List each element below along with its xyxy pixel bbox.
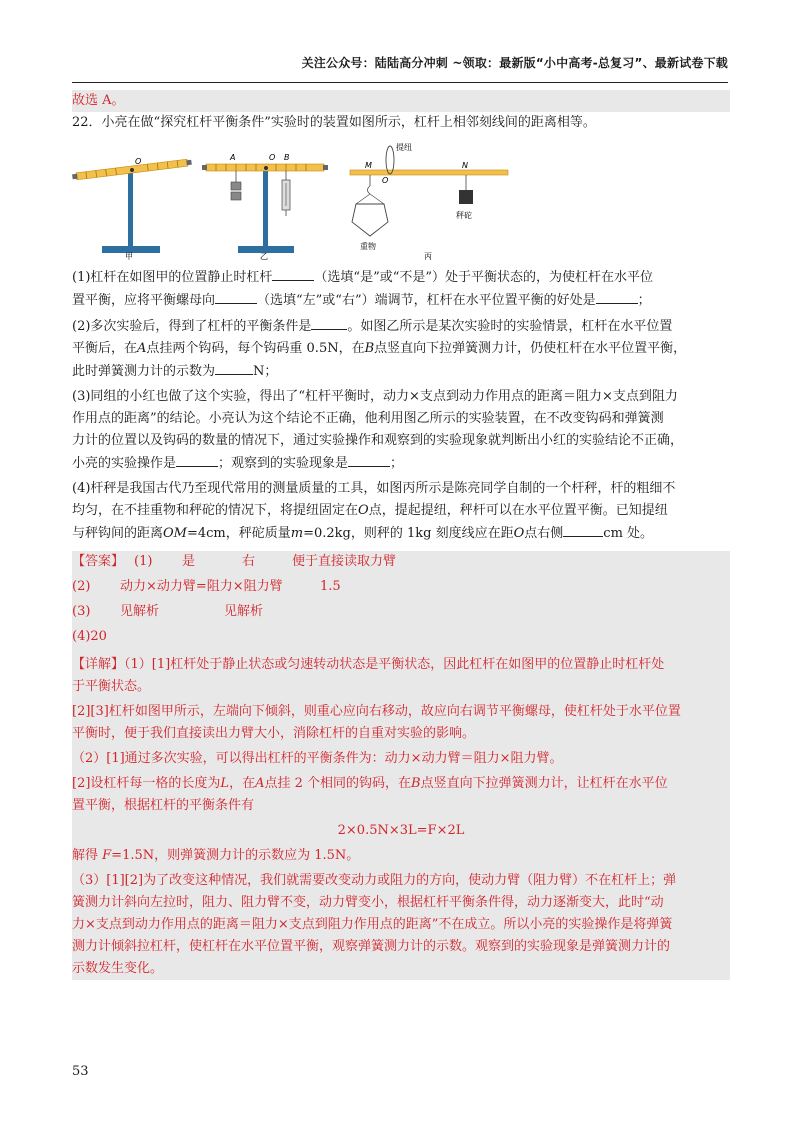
page-number: 53 — [72, 1064, 89, 1079]
detail-1-l1: 【详解】（1）[1]杠杆处于静止状态或匀速转动状态是平衡状态，因此杠杆在如图甲的位置静止时杠杆处 — [72, 657, 665, 672]
question-part-2: (2)多次实验后，得到了杠杆的平衡条件是 。如图乙所示是某次实验时的实验情景，杠杆在水平位置 — [72, 315, 730, 338]
detail-1-l2: 于平衡状态。 — [72, 679, 151, 694]
label-zhongwu: 重物 — [360, 242, 376, 251]
previous-answer: 故选 A。 — [72, 90, 730, 112]
label-bing: 丙 — [424, 252, 432, 260]
question-part-1-cont: 置平衡，应将平衡螺母向 （选填“左”或“右”）端调节，杠杆在水平位置平衡的好处是 ； — [72, 289, 730, 312]
blank-7[interactable] — [348, 452, 390, 467]
page-header: 关注公众号：陆陆高分冲刺 ~领取：最新版“小中高考-总复习”、最新试卷下载 — [301, 56, 728, 70]
answer-row-1: 【答案】 (1) 是 右 便于直接读取力臂 — [72, 551, 730, 573]
detail-6-l5: 示数发生变化。 — [72, 961, 164, 976]
question-part-1: (1)杠杆在如图甲的位置静止时杠杆 （选填“是”或“不是”）处于平衡状态的，为使杠杆在水平位 — [72, 266, 730, 289]
label-chengtuo: 秤砣 — [456, 211, 472, 220]
label-O-jia: O — [135, 157, 142, 166]
question-part-3-l4: 小亮的实验操作是 ；观察到的实验现象是 ； — [72, 452, 730, 475]
blank-2[interactable] — [215, 289, 257, 304]
detail-3: （2）[1]通过多次实验，可以得出杠杆的平衡条件为：动力×动力臂＝阻力×阻力臂。 — [72, 751, 563, 766]
figure-jia — [72, 138, 197, 260]
answer-row-3: (3) 见解析 见解析 — [72, 604, 264, 619]
answer-row-2: (2) 动力×动力臂=阻力×阻力臂 1.5 — [72, 579, 341, 594]
answer-block — [72, 551, 730, 980]
detail-6-l1: （3）[1][2]为了改变这种情况，我们就需要改变动力或阻力的方向，使动力臂（阻力臂）不在杠杆上；弹 — [72, 873, 677, 888]
blank-5[interactable] — [215, 360, 253, 375]
figures — [72, 138, 730, 260]
label-N: N — [462, 161, 468, 170]
detail-2-l1: [2][3]杠杆如图甲所示，左端向下倾斜，则重心应向右移动，故应向右调节平衡螺母，使杠杆处于水平位置 — [72, 704, 681, 719]
label-jia: 甲 — [125, 252, 133, 260]
header-rule — [72, 82, 728, 83]
label-O-yi: O — [269, 153, 276, 162]
question-part-3-l2: 作用点的距离”的结论。小亮认为这个结论不正确，他利用图乙所示的实验装置，在不改变钩码和弹簧测 — [72, 411, 664, 426]
detail-4-l2: 置平衡，根据杠杆的平衡条件有 — [72, 798, 255, 813]
question-part-2-end: 此时弹簧测力计的示数为 N； — [72, 360, 730, 383]
blank-3[interactable] — [596, 289, 638, 304]
question-part-2-cont: 平衡后，在A点挂两个钩码，每个钩码重 0.5N，在B点竖直向下拉弹簧测力计，仍使杠杆在水平位置平衡， — [72, 341, 687, 356]
question-part-3-l1: (3)同组的小红也做了这个实验，得出了“杠杆平衡时，动力×支点到动力作用点的距离＝阻力×支点到阻力 — [72, 389, 678, 404]
page-content — [72, 90, 730, 980]
detail-tag: 【详解】 — [72, 657, 125, 672]
detail-6-l2: 簧测力计斜向左拉时，阻力、阻力臂不变，动力臂变小，根据杠杆平衡条件得，动力逐渐变大，此时“动 — [72, 895, 664, 910]
detail-4-l1: [2]设杠杆每一格的长度为L，在A点挂 2 个相同的钩码，在B点竖直向下拉弹簧测力计，让杠杆在水平位 — [72, 776, 668, 791]
question-stem: 22．小亮在做“探究杠杆平衡条件”实验时的装置如图所示，杠杆上相邻刻线间的距离相等。 — [72, 115, 596, 130]
label-M: M — [365, 161, 372, 170]
figure-yi — [202, 138, 332, 260]
blank-8[interactable] — [563, 522, 603, 537]
blank-4[interactable] — [311, 315, 347, 330]
blank-1[interactable] — [272, 266, 314, 281]
question-part-4-l1: (4)杆秤是我国古代乃至现代常用的测量质量的工具，如图丙所示是陈亮同学自制的一个杆秤，杆的粗细不 — [72, 481, 676, 496]
question-part-3-l3: 力计的位置以及钩码的数量的情况下，通过实验操作和观察到的实验现象就判断出小红的实验结论不正确， — [72, 433, 684, 448]
blank-6[interactable] — [176, 452, 218, 467]
answer-row-4: (4)20 — [72, 629, 107, 644]
detail-6-l3: 力×支点到动力作用点的距离＝阻力×支点到阻力作用点的距离”不在成立。所以小亮的实验操作是将弹簧 — [72, 917, 673, 932]
detail-6-l4: 测力计倾斜拉杠杆，使杠杆在水平位置平衡，观察弹簧测力计的示数。观察到的实验现象是弹簧测力计的 — [72, 939, 671, 954]
detail-2-l2: 平衡时，便于我们直接读出力臂大小，消除杠杆的自重对实验的影响。 — [72, 726, 476, 741]
question-part-4-l3: 与秤钩间的距离OM=4cm，秤砣质量m=0.2kg，则秤的 1kg 刻度线应在距O点右侧 cm 处。 — [72, 522, 730, 545]
label-O-bing: O — [382, 176, 389, 185]
answer-tag: 【答案】 — [72, 554, 125, 569]
figure-bing — [344, 138, 514, 260]
question-part-4-l2: 均匀，在不挂重物和秤砣的情况下，将提纽固定在O点，提起提纽，秤杆可以在水平位置平衡。已知提纽 — [72, 503, 668, 518]
label-tiniu: 提纽 — [396, 143, 412, 152]
label-B: B — [284, 153, 290, 162]
formula: 2×0.5N×3L=F×2L — [337, 823, 465, 838]
label-A: A — [230, 153, 236, 162]
label-yi: 乙 — [260, 252, 268, 260]
detail-5: 解得 F=1.5N，则弹簧测力计的示数应为 1.5N。 — [72, 848, 360, 863]
